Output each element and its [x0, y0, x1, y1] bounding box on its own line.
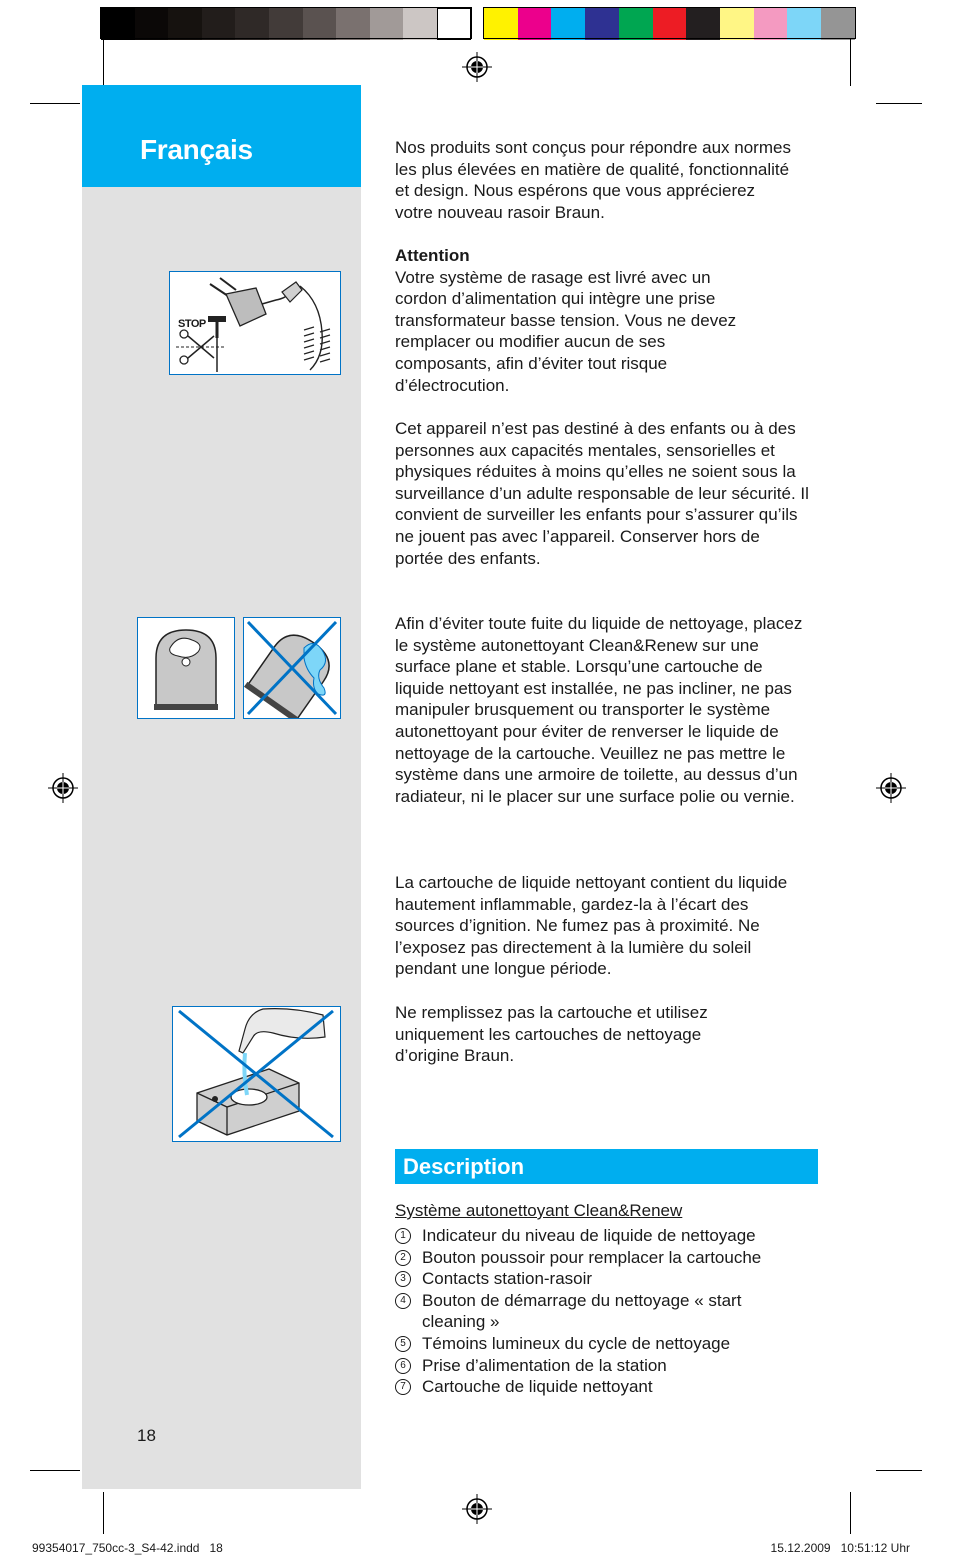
leak-paragraph: Afin d’éviter toute fuite du liquide de nettoyage, placez le système autonettoyant Clean&Renew sur une surface plane et stable. Lorsqu’une cartouche de liquide nettoyant est installée, ne pas incliner, ne pas manipuler brusquement ou transporter le système autonettoyant pour éviter de renverser le liquide de nettoyage de la cartouche. Veuillez ne pas mettre le système dans une armoire de toilette, au dessus d’un radiateur, ni le placer sur une surface polie ou vernie. [395, 614, 803, 806]
registration-mark-bottom [462, 1494, 492, 1524]
color-bar-frame [483, 7, 856, 39]
page-title: Français [140, 134, 253, 165]
stop-label: STOP [178, 318, 206, 330]
refill-paragraph: Ne remplissez pas la cartouche et utilisez uniquement les cartouches de nettoyage d’origine Braun. [395, 1003, 708, 1066]
description-item [395, 1247, 835, 1269]
item-text: Témoins lumineux du cycle de nettoyage [422, 1333, 731, 1353]
color-bar-frame [100, 7, 472, 39]
registration-mark-right [876, 773, 906, 803]
intro-paragraph: Nos produits sont conçus pour répondre aux normes les plus élevées en matière de qualité, fonctionnalité et design. Nous espérons que vous apprécierez votre nouveau rasoir Braun. [395, 138, 791, 222]
registration-mark-left [48, 773, 78, 803]
registration-mark-top [462, 52, 492, 82]
item-number: 1 [395, 1228, 411, 1244]
description-list [395, 1225, 835, 1398]
station-upright-figure [137, 617, 235, 719]
station-tilted-figure [243, 617, 341, 719]
description-item [395, 1268, 835, 1290]
refill-figure [172, 1006, 341, 1142]
children-paragraph: Cet appareil n’est pas destiné à des enfants ou à des personnes aux capacités mentales, sensorielles et physiques réduites à moins qu’elles ne soient sous la surveillance d’un adulte responsable de leur sécurité. Il convient de surveiller les enfants pour s’assurer qu’ils ne jouent pas avec l’appareil. Conserver hors de portée des enfants. [395, 419, 809, 568]
description-item [395, 1376, 835, 1398]
item-number: 7 [395, 1379, 411, 1395]
description-item [395, 1333, 835, 1355]
item-number: 4 [395, 1293, 411, 1309]
item-text: Cartouche de liquide nettoyant [422, 1377, 653, 1397]
timestamp: 15.12.2009 10:51:12 Uhr [770, 1541, 910, 1555]
item-number: 5 [395, 1336, 411, 1352]
station-upright-vs-tilted-icon [138, 618, 234, 718]
description-item [395, 1290, 742, 1333]
description-item [395, 1355, 835, 1377]
plug-figure [169, 271, 341, 375]
item-text: Prise d’alimentation de la station [422, 1355, 667, 1375]
item-number: 2 [395, 1250, 411, 1266]
page-number: 18 [137, 1426, 156, 1445]
description-subtitle: Système autonettoyant Clean&Renew [395, 1201, 683, 1220]
description-item [395, 1225, 835, 1247]
item-text: Indicateur du niveau de liquide de nettoyage [422, 1226, 756, 1245]
item-text: Contacts station-rasoir [422, 1269, 593, 1289]
no-refill-cartridge-icon [173, 1007, 340, 1141]
flammable-paragraph: La cartouche de liquide nettoyant contient du liquide hautement inflammable, gardez-la à l’écart des sources d’ignition. Ne fumez pas à proximité. Ne l’exposez pas directement à la lumière du soleil pendant une longue période. [395, 873, 788, 979]
description-title: Description [403, 1154, 525, 1179]
item-number: 6 [395, 1358, 411, 1374]
station-tilted-no-icon [244, 618, 340, 718]
file-name: 99354017_750cc-3_S4-42.indd 18 [32, 1541, 223, 1555]
attention-text: Votre système de rasage est livré avec un cordon d’alimentation qui intègre une prise transformateur basse tension. Vous ne devez remplacer ou modifier aucun de ses composants, afin d’éviter tout risque d’électrocution. [395, 267, 737, 395]
attention-heading: Attention [395, 246, 470, 265]
item-text: Bouton poussoir pour remplacer la cartouche [422, 1247, 762, 1267]
item-text: Bouton de démarrage du nettoyage « start cleaning » [422, 1290, 742, 1332]
attention-paragraph [395, 245, 765, 396]
item-number: 3 [395, 1271, 411, 1287]
